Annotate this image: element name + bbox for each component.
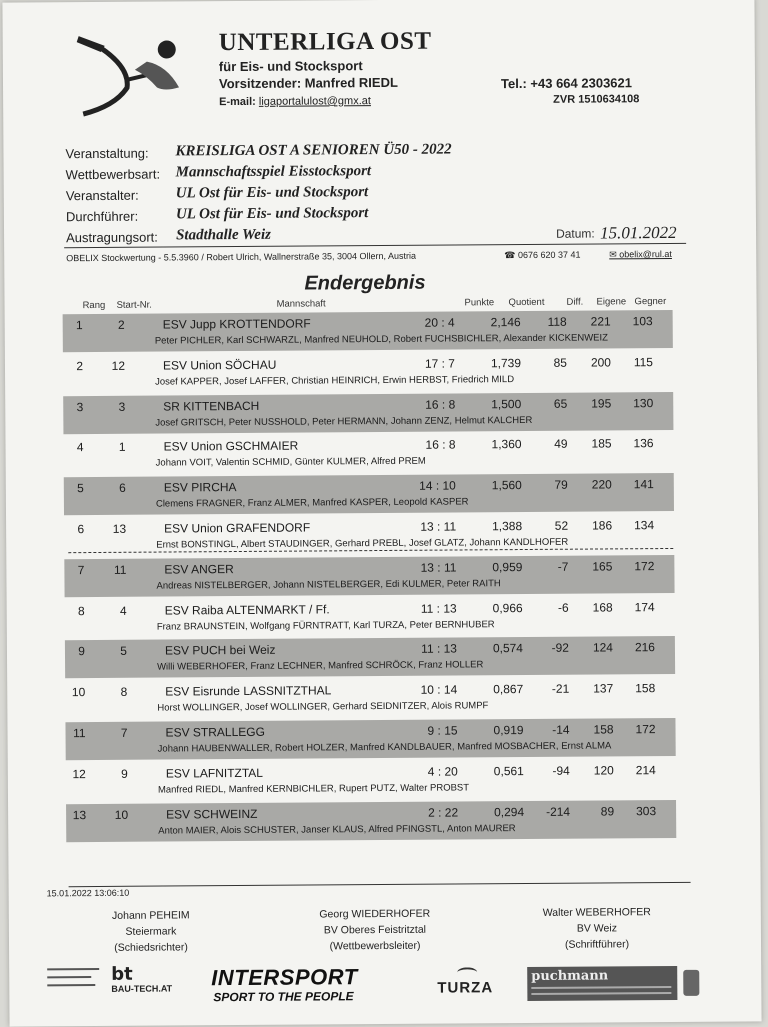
signature-role: (Schriftführer)	[564, 938, 630, 951]
cell-diff: -14	[552, 722, 570, 737]
info-label-veranstalter: Veranstalter:	[65, 187, 139, 204]
cell-quotient: 1,560	[491, 478, 522, 493]
cell-team: ESV Union GRAFENDORF	[164, 520, 311, 536]
org-title: UNTERLIGA OST	[218, 27, 432, 57]
signature-place: BV Weiz	[576, 922, 617, 935]
signature-role: (Wettbewerbsleiter)	[329, 939, 421, 953]
cell-team: ESV Eisrunde LASSNITZTHAL	[165, 683, 332, 699]
cell-eigene: 137	[593, 681, 614, 696]
header-eigene: Eigene	[596, 296, 627, 308]
cell-punkte: 16 : 8	[425, 437, 456, 453]
org-email-label: E-mail:	[219, 95, 259, 109]
sponsor-intersport-slogan: SPORT TO THE PEOPLE	[213, 989, 354, 1005]
datum-label: Datum:	[556, 226, 595, 241]
header-rang: Rang	[82, 299, 106, 312]
org-email-link[interactable]: ligaportalulost@gmx.at	[258, 95, 371, 108]
cell-players: Ernst BONSTINGL, Albert STAUDINGER, Gerhard PREBL, Josef GLATZ, Johann KANDLHOFER	[156, 536, 569, 551]
table-row	[63, 432, 673, 474]
info-value-wettbewerbsart: Mannschaftsspiel Eisstocksport	[175, 163, 372, 181]
org-chair: Vorsitzender: Manfred RIEDL	[218, 74, 398, 92]
cell-team: ESV STRALLEGG	[165, 724, 265, 740]
sponsor-turza-text: TURZA	[437, 979, 494, 997]
cell-team: ESV PUCH bei Weiz	[164, 643, 276, 658]
cell-rang: 3	[76, 399, 84, 414]
cell-eigene: 200	[590, 355, 612, 370]
cell-diff: 65	[553, 396, 568, 411]
cell-eigene: 221	[590, 314, 611, 329]
cell-diff: 85	[553, 355, 568, 370]
org-email	[219, 95, 371, 108]
cell-players: Willi WEBERHOFER, Franz LECHNER, Manfred SCHRÖCK, Franz HOLLER	[157, 659, 484, 673]
cell-gegner: 130	[633, 395, 654, 410]
info-value-veranstalter: UL Ost für Eis- und Stocksport	[175, 184, 369, 202]
cell-quotient: 0,294	[494, 804, 525, 819]
cell-team: ESV Union SÖCHAU	[162, 357, 277, 373]
table-row	[64, 473, 674, 515]
signature-place: BV Oberes Feistritztal	[323, 923, 427, 937]
cell-eigene: 124	[592, 640, 614, 655]
cell-rang: 9	[78, 644, 86, 659]
header-diff: Diff.	[566, 296, 584, 308]
cell-rang: 8	[77, 603, 85, 618]
cell-quotient: 0,959	[492, 559, 523, 575]
cell-punkte: 11 : 13	[421, 641, 458, 657]
cell-diff: -94	[552, 763, 570, 778]
header-team: Mannschaft	[276, 298, 326, 310]
cell-rang: 12	[72, 766, 86, 781]
software-phone: ☎ 0676 620 37 41	[504, 249, 581, 261]
table-row	[63, 392, 673, 434]
cell-quotient: 0,867	[493, 682, 524, 697]
cell-quotient: 1,360	[491, 437, 522, 452]
cell-diff: -21	[551, 681, 570, 697]
cell-players: Johann VOIT, Valentin SCHMID, Günter KULMER, Alfred PREM	[155, 456, 426, 469]
cell-punkte: 14 : 10	[419, 478, 456, 493]
result-title: Endergebnis	[304, 271, 426, 295]
cell-punkte: 13 : 11	[420, 519, 457, 534]
table-row	[63, 310, 673, 352]
result-sheet	[2, 0, 761, 1027]
cell-team: ESV ANGER	[164, 561, 234, 577]
cell-punkte: 13 : 11	[420, 560, 457, 575]
cell-gegner: 214	[635, 762, 656, 778]
table-row	[66, 759, 676, 801]
cell-players: Manfred RIEDL, Manfred KERNBICHLER, Rupert PUTZ, Walter PROBST	[157, 782, 470, 796]
cell-punkte: 10 : 14	[420, 682, 458, 697]
cell-eigene: 120	[593, 763, 614, 778]
table-row	[63, 351, 673, 393]
cell-eigene: 89	[600, 803, 615, 819]
signature-competition-lead	[285, 905, 465, 954]
signature-name: Walter WEBERHOFER	[542, 906, 651, 919]
cell-diff: 52	[554, 518, 569, 533]
cell-diff: 49	[554, 437, 568, 452]
cell-eigene: 186	[592, 518, 613, 533]
header-gegner: Gegner	[634, 296, 667, 308]
table-row	[65, 596, 675, 638]
sponsor-intersport-text: INTERSPORT	[211, 964, 358, 991]
cell-gegner: 172	[635, 722, 656, 737]
table-row	[65, 677, 675, 719]
cell-rang: 13	[72, 807, 87, 822]
cell-team: ESV LAFNITZTAL	[165, 765, 264, 781]
software-email[interactable]: ✉ obelix@rul.at	[609, 248, 672, 260]
cell-players: Anton MAIER, Alois SCHUSTER, Janser KLAUS, Alfred PFINGSTL, Anton MAURER	[158, 822, 516, 837]
info-value-austragungsort: Stadthalle Weiz	[176, 226, 272, 244]
cell-quotient: 0,919	[493, 723, 524, 738]
cell-gegner: 303	[636, 803, 657, 818]
cell-quotient: 2,146	[490, 315, 521, 330]
sponsor-puchmann-text: puchmann	[531, 968, 609, 984]
cell-start: 11	[113, 562, 127, 577]
cell-rang: 2	[76, 358, 84, 373]
info-label-wettbewerbsart: Wettbewerbsart:	[65, 166, 161, 183]
cell-punkte: 16 : 8	[425, 397, 456, 412]
org-subtitle: für Eis- und Stocksport	[218, 58, 363, 75]
sponsor-turza-logo	[433, 967, 503, 1001]
info-label-austragungsort: Austragungsort:	[66, 229, 158, 246]
cell-gegner: 103	[632, 314, 653, 329]
cell-gegner: 174	[634, 599, 655, 614]
table-row	[66, 800, 676, 842]
cell-start: 10	[114, 807, 129, 822]
signature-role: (Schiedsrichter)	[114, 941, 188, 954]
cell-diff: -214	[546, 804, 571, 819]
signature-referee	[61, 907, 241, 956]
cell-players: Josef KAPPER, Josef LAFFER, Christian HEINRICH, Erwin HERBST, Friedrich MILD	[155, 373, 515, 388]
cell-quotient: 1,739	[490, 355, 522, 371]
cell-punkte: 2 : 22	[428, 805, 459, 820]
cell-eigene: 168	[592, 599, 613, 615]
cell-gegner: 216	[634, 640, 656, 655]
cell-start: 9	[121, 766, 128, 781]
signature-secretary	[507, 904, 687, 953]
cell-punkte: 20 : 4	[424, 315, 455, 330]
sponsor-puchmann-logo	[527, 966, 703, 1003]
cell-eigene: 158	[593, 722, 614, 737]
cell-start: 7	[120, 725, 128, 740]
cell-eigene: 165	[592, 559, 613, 574]
table-row	[65, 636, 675, 678]
cell-eigene: 185	[591, 436, 612, 451]
cell-gegner: 115	[633, 354, 654, 370]
cell-players: Josef GRITSCH, Peter NUSSHOLD, Peter HERMANN, Johann ZENZ, Helmut KALCHER	[155, 414, 533, 429]
cell-team: ESV Raiba ALTENMARKT / Ff.	[164, 601, 330, 618]
cell-start: 8	[120, 684, 128, 700]
org-zvr: ZVR 1510634108	[553, 93, 640, 106]
cell-punkte: 17 : 7	[424, 356, 456, 371]
cell-team: ESV Union GSCHMAIER	[163, 438, 299, 454]
cell-team: ESV PIRCHA	[163, 480, 237, 495]
cell-players: Johann HAUBENWALLER, Robert HOLZER, Manfred KANDLBAUER, Manfred MOSBACHER, Ernst ALMA	[157, 740, 612, 755]
header-punkte: Punkte	[464, 297, 495, 309]
cell-gegner: 158	[635, 681, 656, 696]
footer-divider	[69, 882, 691, 887]
cell-start: 13	[112, 521, 127, 536]
signature-place: Steiermark	[125, 925, 177, 938]
table-row	[65, 718, 675, 760]
cell-players: Horst WOLLINGER, Josef WOLLINGER, Gerhard SEIDNITZER, Alois RUMPF	[157, 700, 489, 714]
print-timestamp: 15.01.2022 13:06:10	[46, 887, 130, 899]
cell-punkte: 4 : 20	[427, 764, 458, 779]
cell-eigene: 220	[591, 477, 612, 492]
signature-name: Georg WIEDERHOFER	[319, 907, 431, 921]
cell-start: 2	[117, 317, 125, 332]
cell-start: 1	[118, 440, 126, 455]
cell-diff: 118	[547, 314, 567, 329]
cell-players: Clemens FRAGNER, Franz ALMER, Manfred KASPER, Leopold KASPER	[155, 496, 469, 510]
header-quotient: Quotient	[508, 296, 545, 309]
cell-rang: 6	[77, 522, 85, 537]
info-value-durchfuehrer: UL Ost für Eis- und Stocksport	[175, 205, 369, 223]
info-label-veranstaltung: Veranstaltung:	[65, 145, 149, 162]
cell-gegner: 136	[633, 436, 654, 451]
cell-rang: 5	[77, 481, 84, 496]
sponsor-bautech-logo: bt BAU-TECH.AT	[45, 963, 185, 1000]
cell-start: 6	[119, 480, 126, 496]
cell-punkte: 11 : 13	[420, 601, 457, 616]
info-label-durchfuehrer: Durchführer:	[65, 208, 139, 225]
cell-diff: 79	[554, 477, 568, 492]
cell-diff: -92	[551, 641, 570, 656]
cell-quotient: 0,966	[492, 600, 523, 615]
cell-rang: 1	[75, 318, 83, 333]
cell-rang: 11	[73, 726, 86, 741]
cell-quotient: 1,388	[492, 519, 523, 534]
cell-rang: 10	[71, 685, 86, 700]
cell-quotient: 1,500	[491, 396, 522, 411]
table-row	[64, 555, 674, 597]
cell-gegner: 134	[634, 518, 655, 533]
datum-value: 15.01.2022	[599, 222, 677, 243]
cell-start: 12	[111, 358, 126, 373]
signature-name: Johann PEHEIM	[111, 909, 190, 922]
cell-rang: 4	[76, 440, 84, 455]
software-credit: OBELIX Stockwertung - 5.5.3960 / Robert Ulrich, Wallnerstraße 35, 3004 Ollern, Austria	[66, 250, 417, 264]
header-start: Start-Nr.	[116, 299, 152, 311]
cell-gegner: 141	[633, 477, 654, 492]
cell-rang: 7	[77, 562, 85, 577]
cell-players: Franz BRAUNSTEIN, Wolfgang FÜRNTRATT, Karl TURZA, Peter BERNHUBER	[156, 618, 495, 633]
cell-team: ESV SCHWEINZ	[166, 806, 258, 822]
cell-gegner: 172	[634, 558, 655, 574]
cell-eigene: 195	[591, 395, 612, 411]
curler-logo	[75, 27, 186, 118]
cell-quotient: 0,561	[493, 763, 524, 779]
cell-quotient: 0,574	[492, 641, 524, 656]
cell-start: 3	[118, 399, 126, 414]
org-telephone: Tel.: +43 664 2303621	[500, 75, 633, 92]
cell-team: ESV Jupp KROTTENDORF	[162, 316, 311, 332]
info-value-veranstaltung: KREISLIGA OST A SENIOREN Ü50 - 2022	[175, 141, 452, 160]
cell-players: Peter PICHLER, Karl SCHWARZL, Manfred NEUHOLD, Robert FUCHSBICHLER, Alexander KICKENWEIZ	[154, 332, 608, 347]
cell-team: SR KITTENBACH	[163, 398, 260, 414]
cell-diff: -6	[557, 600, 569, 615]
sponsor-bautech-text: BAU-TECH.AT	[111, 983, 173, 994]
cell-players: Andreas NISTELBERGER, Johann NISTELBERGER, Edi KULMER, Peter RAITH	[156, 577, 501, 592]
cell-start: 5	[120, 644, 128, 659]
cell-punkte: 9 : 15	[427, 723, 458, 738]
sponsor-intersport-logo	[209, 962, 415, 1007]
cell-diff: -7	[557, 559, 569, 574]
cell-start: 4	[119, 603, 127, 618]
